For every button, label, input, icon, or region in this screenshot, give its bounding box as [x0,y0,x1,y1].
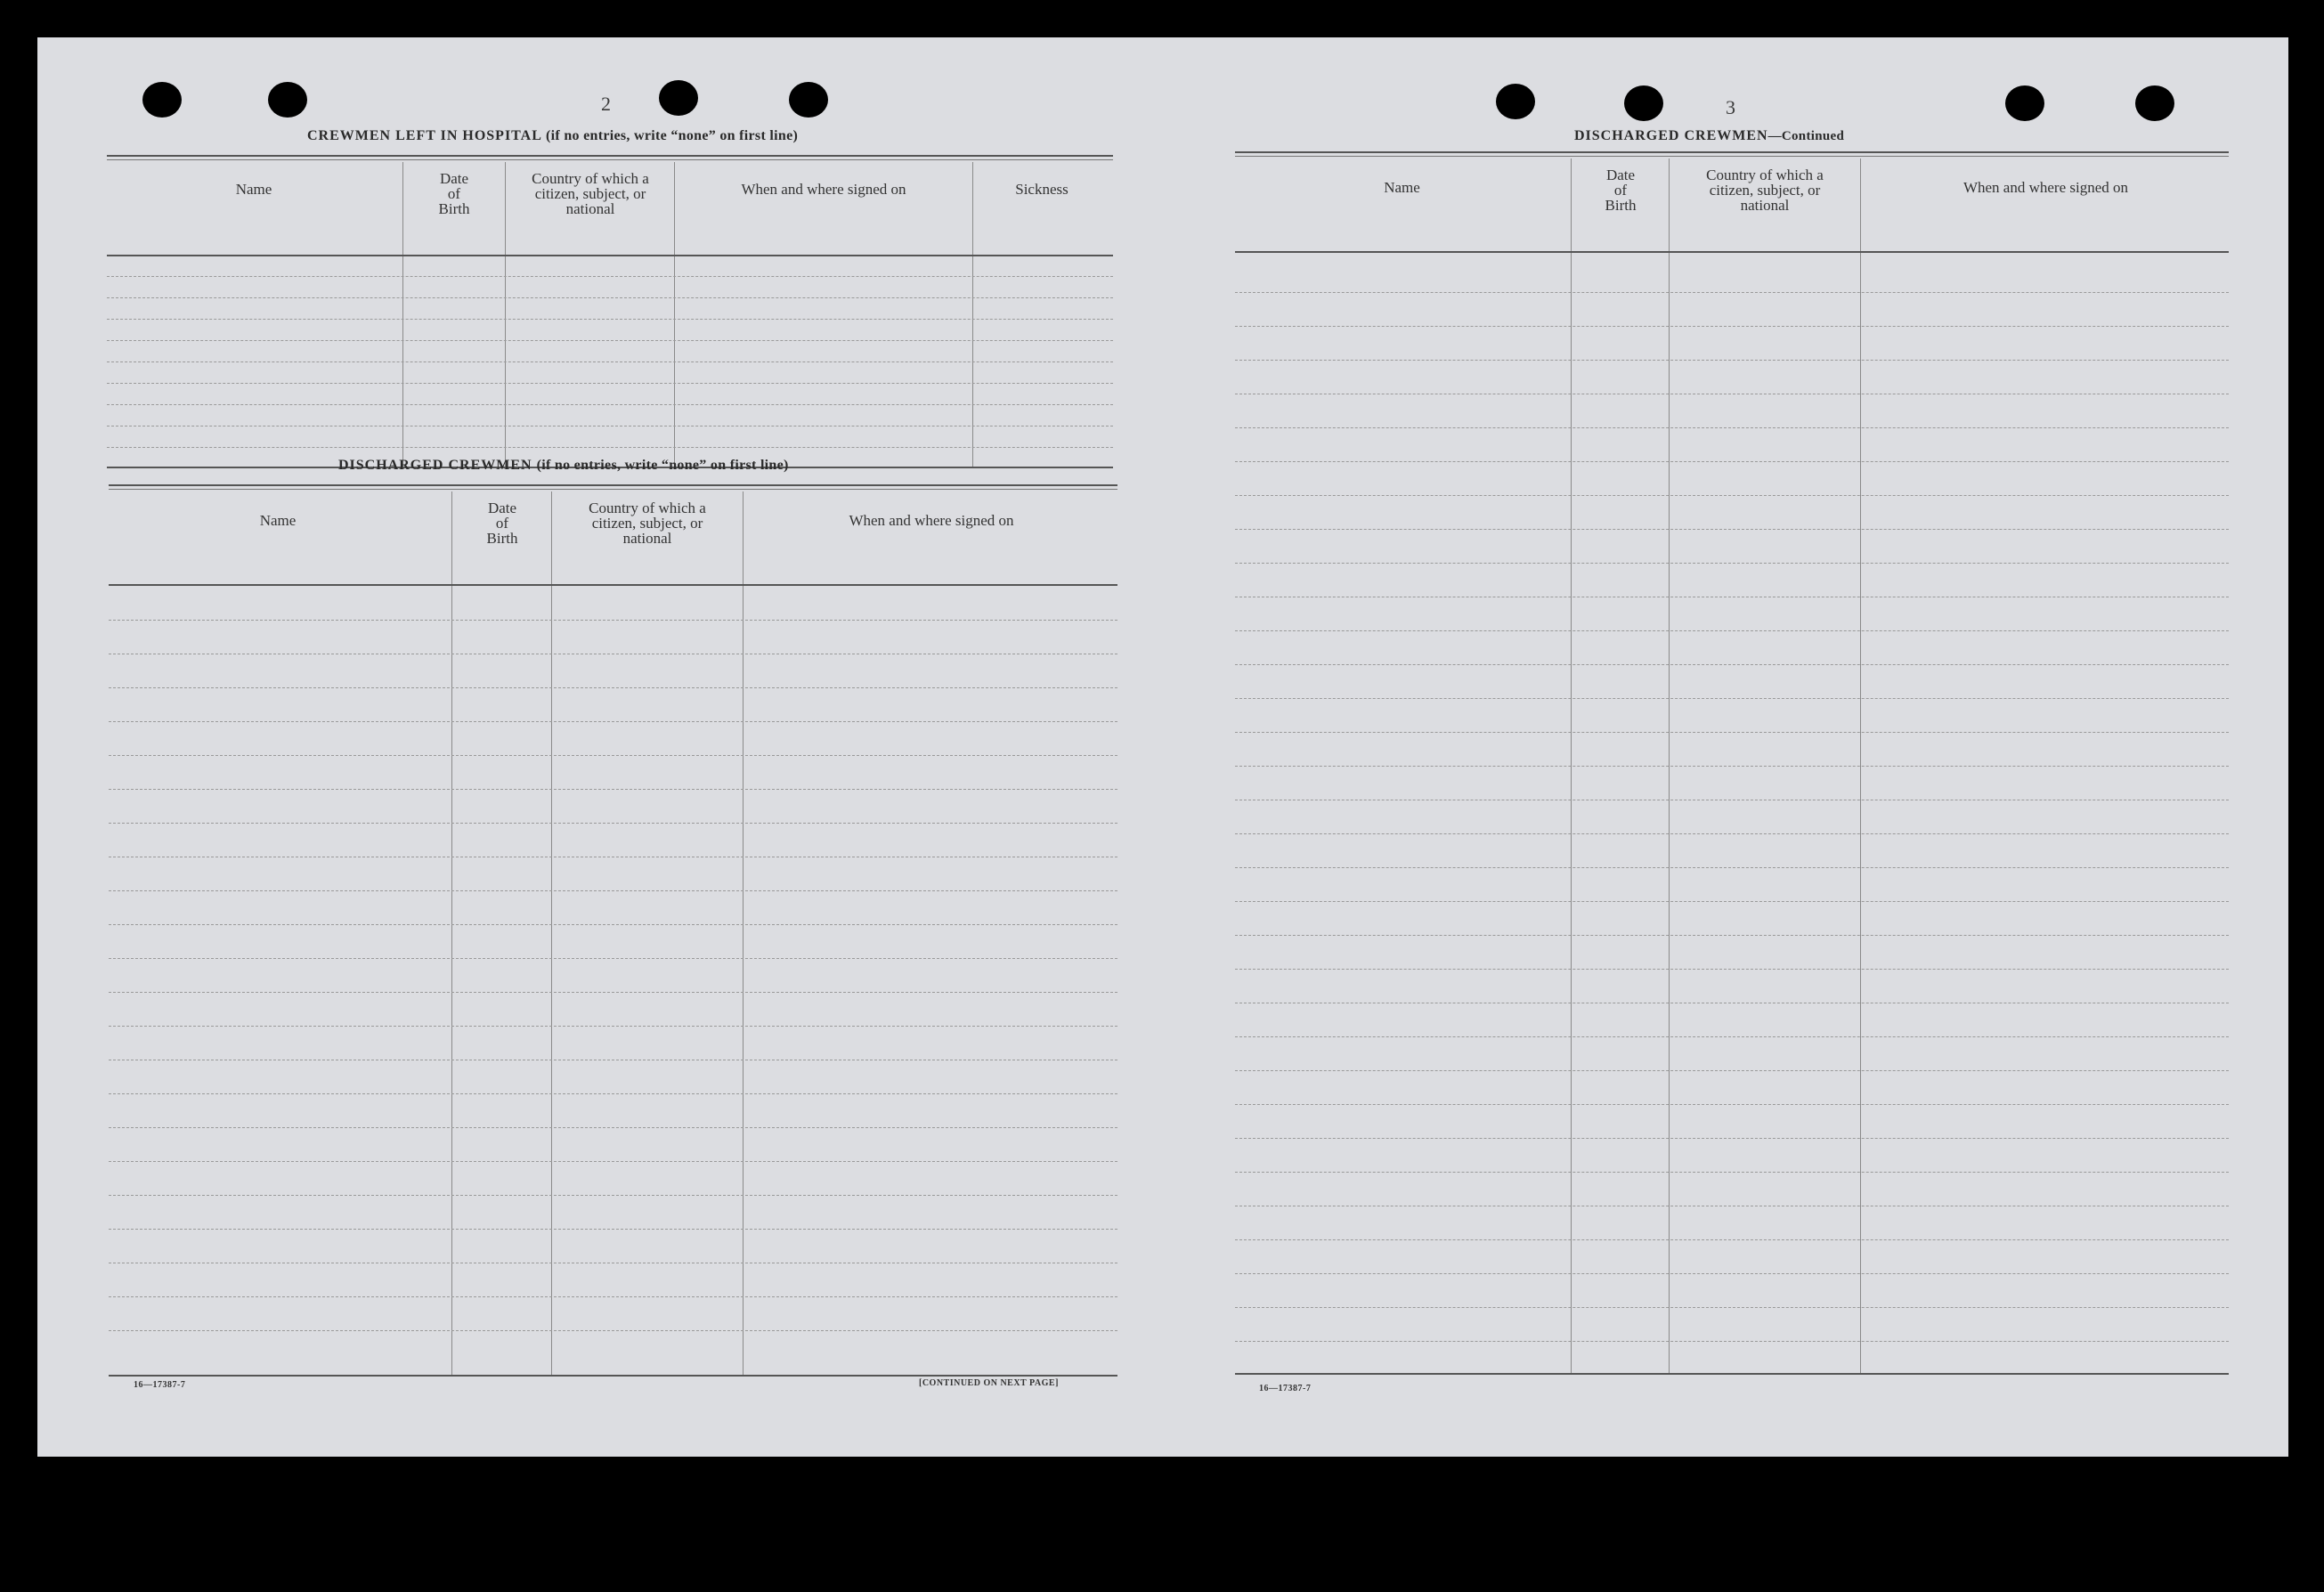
right-col-signed-on: When and where signed on [1962,179,2129,196]
discharged-continued-title-text: DISCHARGED CREWMEN [1574,128,1768,143]
hospital-col-sickness: Sickness [1015,181,1069,198]
hospital-col-dob: Date of Birth [438,170,470,217]
continued-note: [CONTINUED ON NEXT PAGE] [919,1378,1059,1388]
hospital-section-note: (if no entries, write “none” on first line) [546,128,799,143]
discharged-section-title-text: DISCHARGED CREWMEN [338,458,532,473]
discharged-section-note: (if no entries, write “none” on first line) [536,458,789,473]
punch-hole [2005,85,2044,121]
hospital-section-title [307,128,798,144]
discharged-table-right [1235,151,2229,1373]
discharged-col-name: Name [259,512,297,529]
discharged-table-left [109,484,1117,1375]
punch-hole [789,82,828,118]
discharged-section-title [338,458,789,474]
right-col-country: Country of which a citizen, subject, or national [1706,167,1824,214]
page-number-right: 3 [1726,96,1735,118]
hospital-col-country: Country of which a citizen, subject, or national [532,170,649,217]
document-sheet [37,37,2288,1457]
page-number-left: 2 [601,93,611,115]
hospital-table [107,155,1113,467]
punch-hole [1624,85,1663,121]
discharged-continued-title [1574,128,1844,144]
punch-hole [2135,85,2174,121]
punch-hole [142,82,182,118]
discharged-col-country: Country of which a citizen, subject, or national [589,500,706,547]
hospital-col-name: Name [235,181,272,198]
form-number-left: 16—17387-7 [134,1380,186,1390]
right-col-name: Name [1384,179,1420,196]
hospital-col-signed-on: When and where signed on [741,181,906,198]
punch-hole [1496,84,1535,119]
discharged-col-signed-on: When and where signed on [849,512,1014,529]
punch-hole [268,82,307,118]
right-col-dob: Date of Birth [1605,167,1637,214]
form-number-right: 16—17387-7 [1259,1384,1312,1393]
continued-suffix: —Continued [1767,129,1845,143]
discharged-col-dob: Date of Birth [486,500,518,547]
punch-hole [659,80,698,116]
hospital-section-title-text: CREWMEN LEFT IN HOSPITAL [307,128,542,143]
